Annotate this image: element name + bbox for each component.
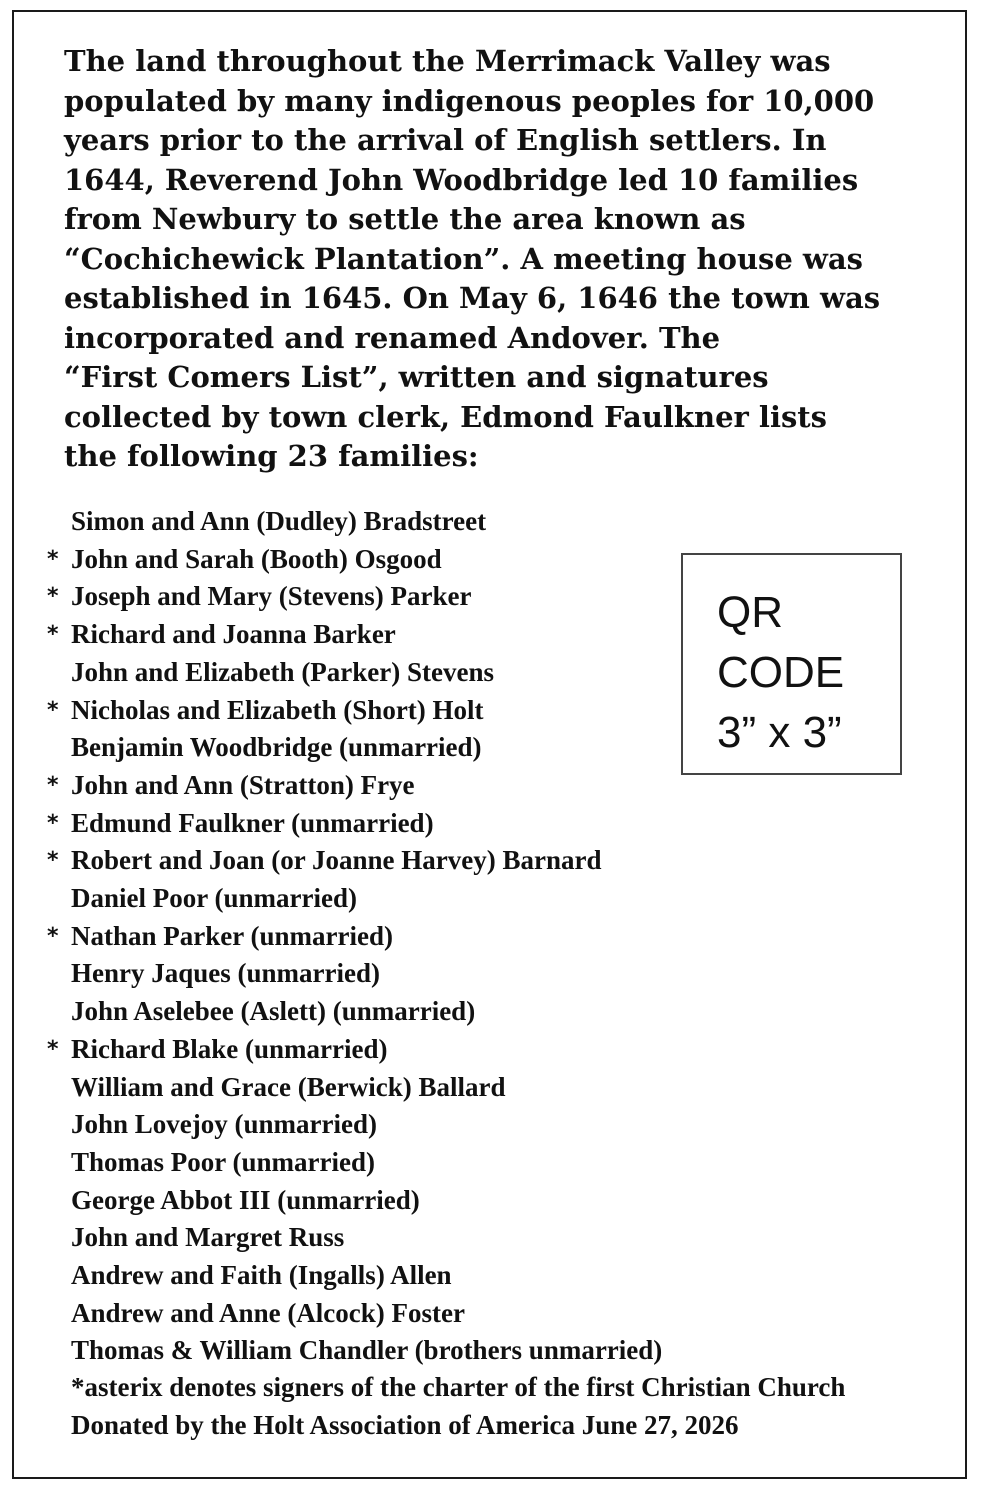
family-entry (40, 805, 662, 843)
intro-paragraph: The land throughout the Merrimack Valley was populated by many indigenous peoples for 10,000 years prior to the arrival of English settlers. In 1644, Reverend John Woodbridge led 10 families from Newbury to settle the area known as “Cochichewick Plantation”. A meeting house was established in 1645. On May 6, 1646 the town was incorporated and renamed Andover. The “First Comers List”, written and signatures collected by town clerk, Edmond Faulkner lists the following 23 families: (64, 44, 881, 473)
family-name: Simon and Ann (Dudley) Bradstreet (71, 506, 487, 536)
signer-asterisk: * (47, 697, 59, 723)
family-name: Nicholas and Elizabeth (Short) Holt (71, 694, 484, 725)
signer-asterisk: * (47, 772, 59, 798)
asterisk-footnote: *asterix denotes signers of the charter of the first Christian Church (71, 1372, 846, 1402)
signer-asterisk: * (47, 848, 59, 874)
family-entry (40, 1144, 662, 1182)
family-name: John and Elizabeth (Parker) Stevens (71, 656, 495, 687)
family-entry (40, 1031, 662, 1069)
family-name: John Lovejoy (unmarried) (71, 1109, 377, 1140)
donation-line: Donated by the Holt Association of America June 27, 2026 (71, 1409, 739, 1440)
family-name: Daniel Poor (unmarried) (71, 883, 357, 914)
family-entry (40, 1219, 662, 1257)
family-name: Benjamin Woodbridge (unmarried) (71, 732, 482, 763)
signer-asterisk: * (47, 1036, 59, 1062)
family-name: John Aselebee (Aslett) (unmarried) (71, 996, 476, 1027)
family-entry (40, 578, 662, 616)
family-name: Nathan Parker (unmarried) (71, 920, 393, 951)
family-entry (40, 880, 662, 918)
family-name: Edmund Faulkner (unmarried) (71, 807, 434, 838)
family-name: Joseph and Mary (Stevens) Parker (71, 581, 472, 612)
family-name: Robert and Joan (or Joanne Harvey) Barnard (71, 845, 602, 876)
family-entry (40, 955, 662, 993)
family-entry (40, 654, 662, 692)
family-entry (40, 503, 662, 541)
family-name: John and Sarah (Booth) Osgood (71, 543, 442, 574)
family-entry (40, 842, 662, 880)
family-entry (40, 541, 662, 579)
signer-asterisk: * (47, 923, 59, 949)
family-entry (40, 993, 662, 1031)
family-name: Henry Jaques (unmarried) (71, 958, 380, 989)
signer-asterisk: * (47, 810, 59, 836)
qr-label-line3: 3” x 3” (717, 708, 842, 757)
family-name: Richard and Joanna Barker (71, 619, 396, 650)
family-name: Thomas & William Chandler (brothers unmarried) (71, 1335, 663, 1366)
family-name: Richard Blake (unmarried) (71, 1033, 388, 1064)
family-name: John and Ann (Stratton) Frye (71, 769, 415, 800)
qr-code-placeholder (681, 553, 902, 775)
family-name: William and Grace (Berwick) Ballard (71, 1071, 506, 1102)
qr-label-line2: CODE (717, 648, 845, 697)
family-name: Andrew and Anne (Alcock) Foster (71, 1297, 465, 1328)
family-entry (40, 918, 662, 956)
family-entry (40, 616, 662, 654)
family-entry (40, 1182, 662, 1220)
family-name: Thomas Poor (unmarried) (71, 1146, 375, 1177)
footer-notes (71, 1369, 845, 1444)
signer-asterisk: * (47, 622, 59, 648)
family-entry (40, 1106, 662, 1144)
signer-asterisk: * (47, 546, 59, 572)
family-entry (40, 692, 662, 730)
family-name: George Abbot III (unmarried) (71, 1184, 420, 1215)
qr-label-line1: QR (717, 588, 783, 637)
family-name: Andrew and Faith (Ingalls) Allen (71, 1260, 452, 1291)
family-entry (40, 1295, 662, 1333)
family-entry (40, 767, 662, 805)
family-name: John and Margret Russ (71, 1222, 345, 1253)
family-entry (40, 729, 662, 767)
family-entry (40, 1069, 662, 1107)
family-entry (40, 1332, 662, 1370)
families-list (40, 503, 662, 1370)
signer-asterisk: * (47, 584, 59, 610)
family-entry (40, 1257, 662, 1295)
